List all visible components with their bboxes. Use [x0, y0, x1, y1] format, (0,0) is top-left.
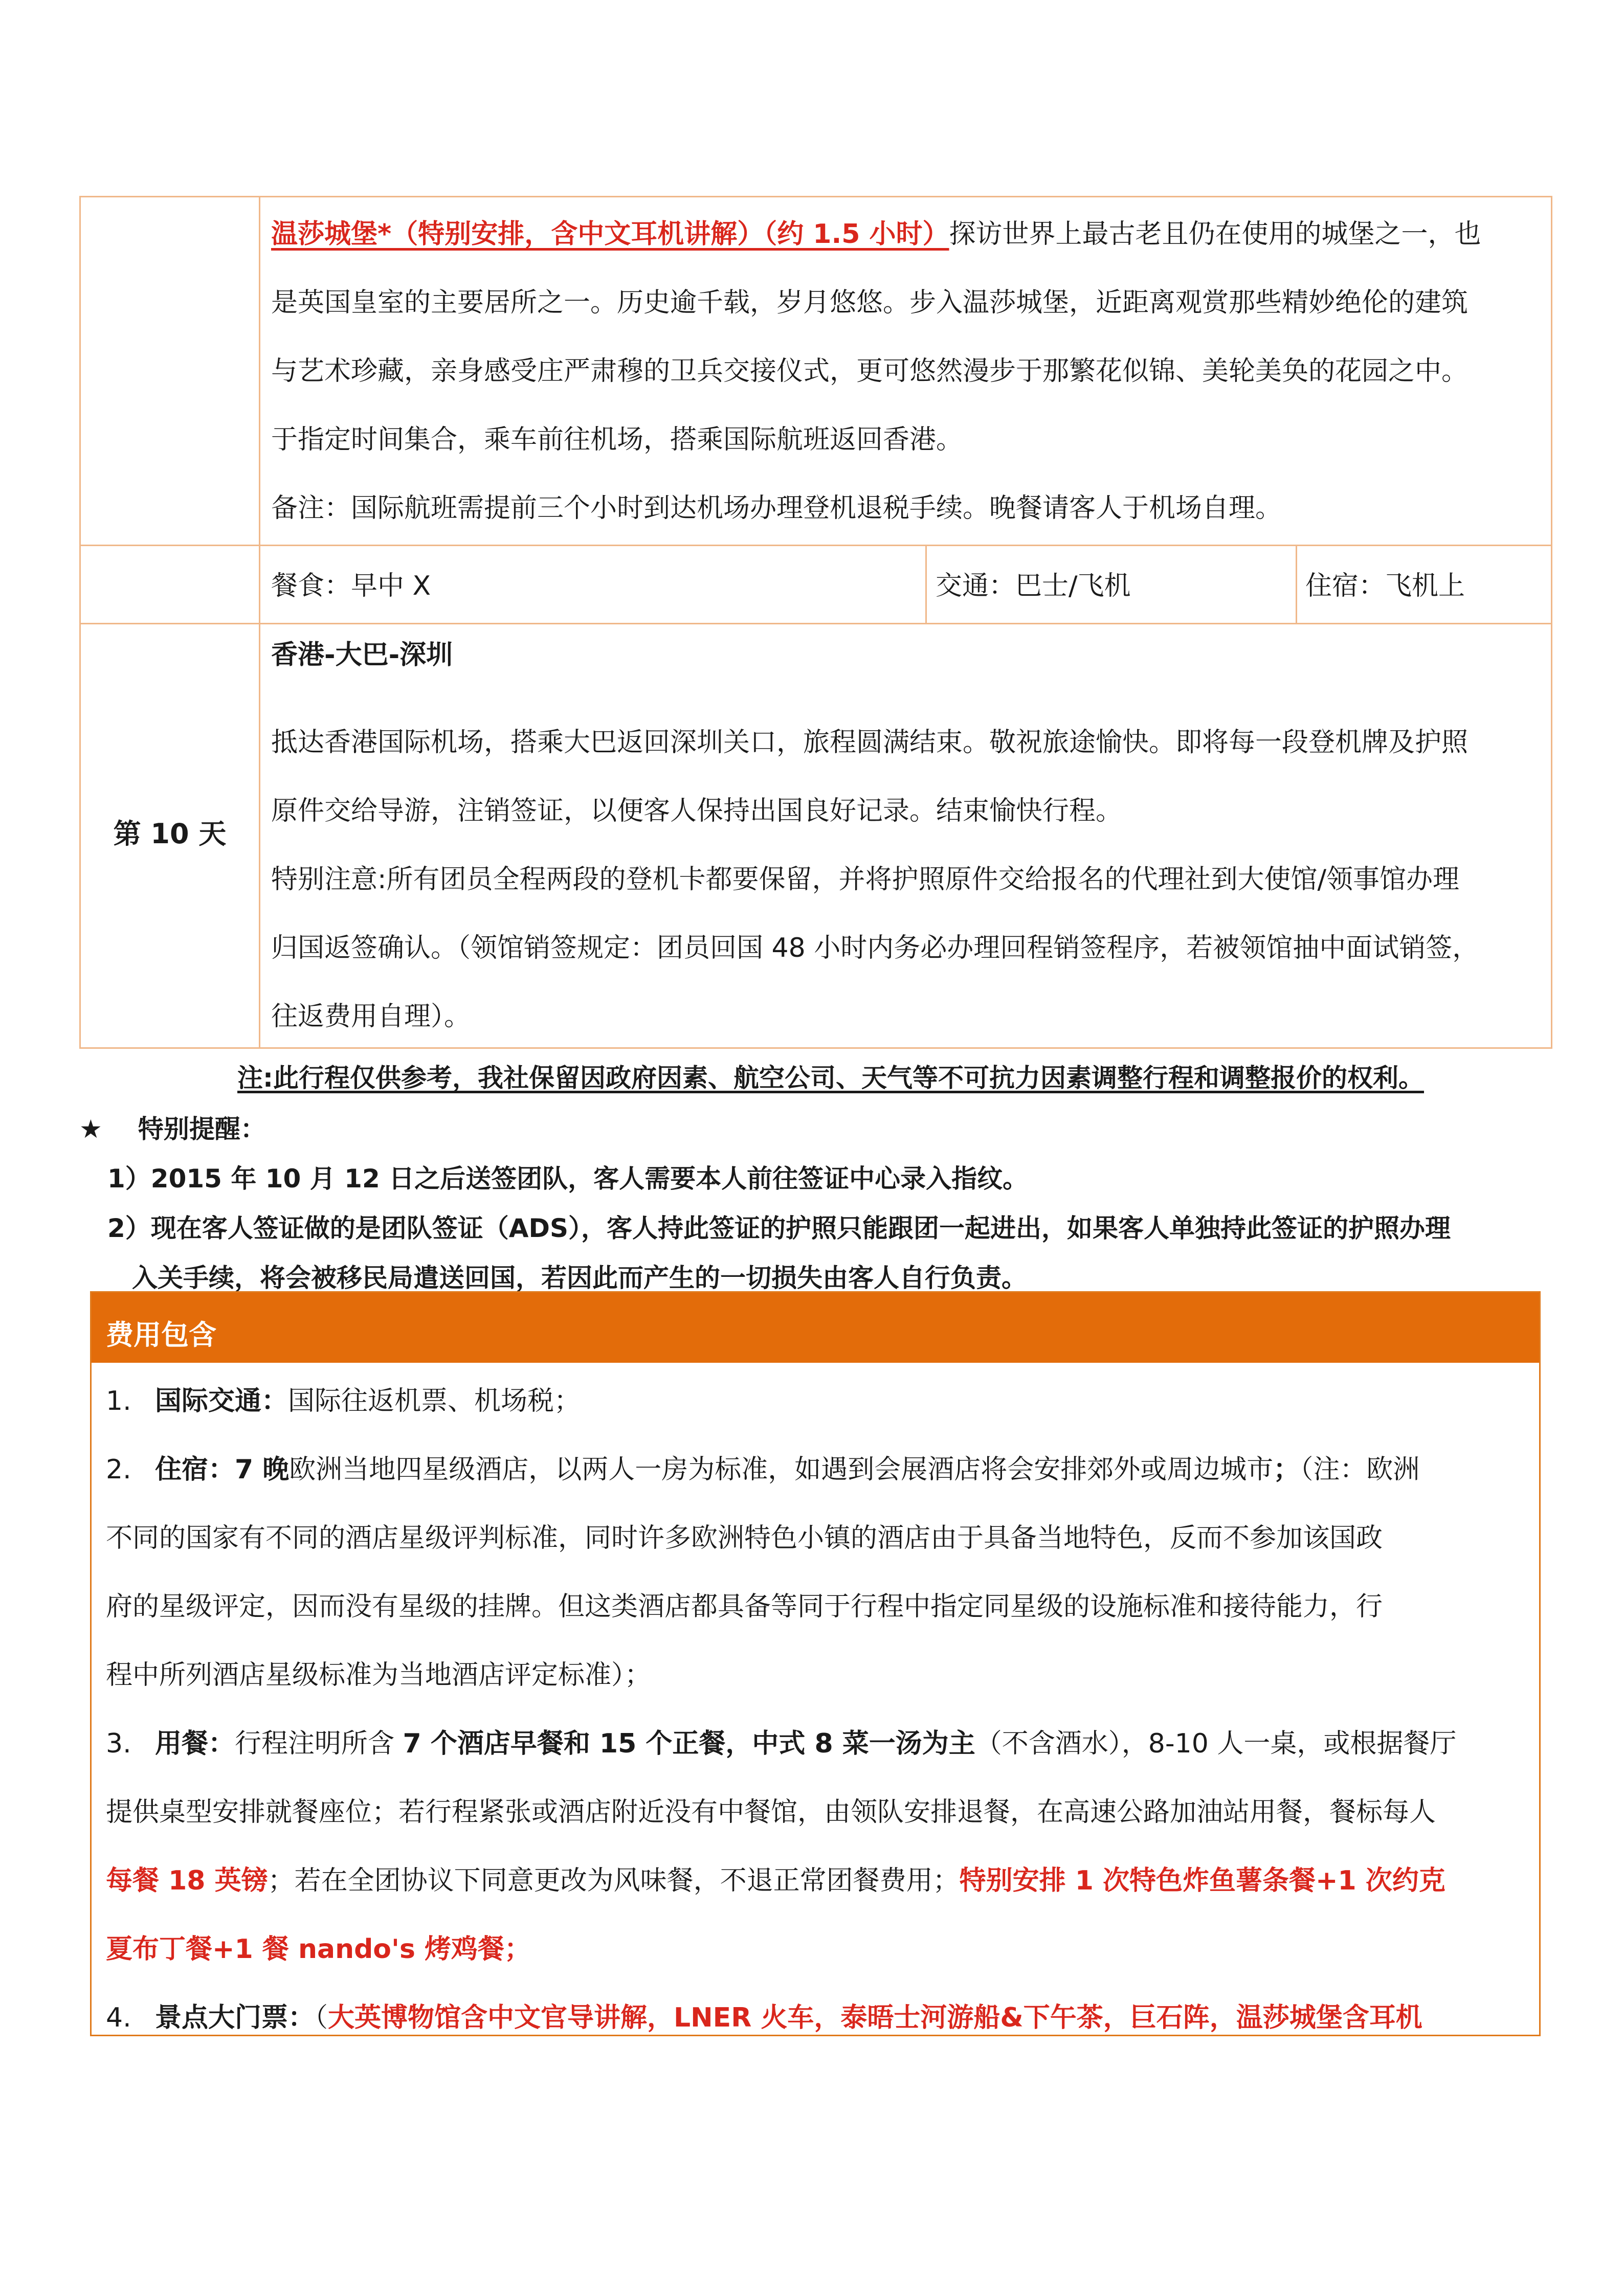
fees-body: [106, 1367, 1528, 2036]
item-text: （注：欧洲: [1300, 1454, 1420, 1485]
cell-divider: [1296, 546, 1297, 623]
day10-line: 原件交给导游，注销签证，以便客人保持出国良好记录。结束愉快行程。: [271, 796, 1123, 826]
transfer-text: 于指定时间集合，乘车前往机场，搭乘国际航班返回香港。: [271, 424, 963, 455]
item-number: 2.: [106, 1454, 131, 1485]
day10-line: 归国返签确认。（领馆销签规定：团员回国 48 小时内务必办理回程销签程序，若被领馆抽中面试销签，: [271, 933, 1479, 963]
item-number: 3.: [106, 1728, 131, 1759]
row-divider: [81, 623, 1551, 624]
star-icon: ★: [79, 1114, 102, 1144]
route-title: 香港-大巴-深圳: [271, 640, 453, 670]
fees-included-box: [90, 1291, 1541, 2036]
item-number: 4.: [106, 2002, 131, 2033]
item-text: 每餐 18 英镑: [106, 1865, 268, 1896]
item-text: 大英博物馆含中文官导讲解，LNER 火车，泰晤士河游船&下午茶，巨石阵，温莎城堡含耳机: [328, 2002, 1422, 2033]
day10-label: 第 10 天: [113, 818, 227, 850]
fee-item-text: 夏布丁餐+1 餐 nando's 烤鸡餐；: [106, 1934, 531, 1965]
day9-content: [271, 200, 1545, 543]
item-text: ；若在全团协议下同意更改为风味餐，不退正常团餐费用；: [268, 1865, 960, 1896]
item-label: 国际交通：: [155, 1386, 288, 1416]
item-text: 特别安排 1 次特色炸鱼薯条餐+1 次约克: [959, 1865, 1445, 1896]
item-label: 用餐：: [155, 1728, 235, 1759]
reminder-title: 特别提醒：: [138, 1114, 266, 1144]
item-text: （: [315, 2002, 328, 2033]
reminder-heading: [79, 1109, 266, 1145]
hotel-cell: 住宿：飞机上: [1305, 571, 1465, 601]
item-text: 欧洲当地四星级酒店，以两人一房为标准，如遇到会展酒店将会安排郊外或周边城市: [289, 1454, 1274, 1485]
fee-item-hotel: [106, 1435, 1528, 1504]
reminder-item: 2）现在客人签证做的是团队签证（ADS），客人持此签证的护照只能跟团一起进出，如果客人单独持此签证的护照办理: [107, 1213, 1451, 1243]
item-text: 国际往返机票、机场税；: [288, 1386, 581, 1416]
fee-item-text: 程中所列酒店星级标准为当地酒店评定标准）；: [106, 1660, 652, 1691]
itinerary-table: [79, 196, 1552, 1049]
item-label: 住宿：7 晚: [155, 1454, 290, 1485]
remark-text: 备注：国际航班需提前三个小时到达机场办理登机退税手续。晚餐请客人于机场自理。: [271, 493, 1282, 524]
windsor-text: 是英国皇室的主要居所之一。历史逾千载，岁月悠悠。步入温莎城堡，近距离观赏那些精妙绝伦的建筑: [271, 287, 1469, 318]
windsor-text: 与艺术珍藏，亲身感受庄严肃穆的卫兵交接仪式，更可悠然漫步于那繁花似锦、美轮美奂的花园之中。: [271, 356, 1469, 387]
day9-info-row: [260, 546, 1552, 623]
disclaimer: 注:此行程仅供参考，我社保留因政府因素、航空公司、天气等不可抗力因素调整行程和调整报价的权利。: [237, 1063, 1424, 1093]
day10-line: 往返费用自理）。: [271, 1001, 471, 1032]
meals-cell: 餐食：早中 X: [271, 571, 431, 601]
fee-item-text: 不同的国家有不同的酒店星级评判标准，同时许多欧洲特色小镇的酒店由于具备当地特色，反而不参加该国政: [106, 1523, 1383, 1554]
windsor-text: 探访世界上最古老且仍在使用的城堡之一，也: [949, 219, 1481, 250]
fee-item-tickets: [106, 1984, 1528, 2036]
windsor-title: 温莎城堡*（特别安排，含中文耳机讲解）（约 1.5 小时）: [271, 219, 949, 250]
fees-header: [92, 1293, 1539, 1363]
reminder-item: 1）2015 年 10 月 12 日之后送签团队，客人需要本人前往签证中心录入指纹。: [107, 1164, 1029, 1194]
fee-item-text: 提供桌型安排就餐座位；若行程紧张或酒店附近没有中餐馆，由领队安排退餐，在高速公路加油站用餐，餐标每人: [106, 1797, 1436, 1828]
day10-route: [271, 627, 1545, 683]
day10-line: 抵达香港国际机场，搭乘大巴返回深圳关口，旅程圆满结束。敬祝旅途愉快。即将每一段登机牌及护照: [271, 727, 1469, 758]
transport-cell: 交通：巴士/飞机: [936, 571, 1131, 601]
item-text: （不含酒水），8-10 人一桌，或根据餐厅: [975, 1728, 1457, 1759]
reminder-item: 入关手续，将会被移民局遣送回国，若因此而产生的一切损失由客人自行负责。: [132, 1263, 1027, 1293]
fee-item-transport: [106, 1367, 1528, 1435]
day10-line: 特别注意:所有团员全程两段的登机卡都要保留，并将护照原件交给报名的代理社到大使馆/领事馆办理: [271, 864, 1460, 895]
item-text: ；: [1273, 1454, 1300, 1485]
item-number: 1.: [106, 1386, 131, 1416]
item-text: 7 个酒店早餐和 15 个正餐，中式 8 菜一汤为主: [403, 1728, 975, 1759]
fees-header-title: 费用包含: [106, 1319, 216, 1351]
fee-item-text: 府的星级评定，因而没有星级的挂牌。但这类酒店都具备等同于行程中指定同星级的设施标准和接待能力，行: [106, 1591, 1383, 1622]
fee-item-text: [106, 1847, 1528, 1915]
item-label: 景点大门票：: [155, 2002, 315, 2033]
fee-item-meals: [106, 1709, 1528, 1778]
cell-divider: [925, 546, 927, 623]
item-text: 行程注明所含: [235, 1728, 403, 1759]
day10-content: [271, 708, 1545, 1051]
